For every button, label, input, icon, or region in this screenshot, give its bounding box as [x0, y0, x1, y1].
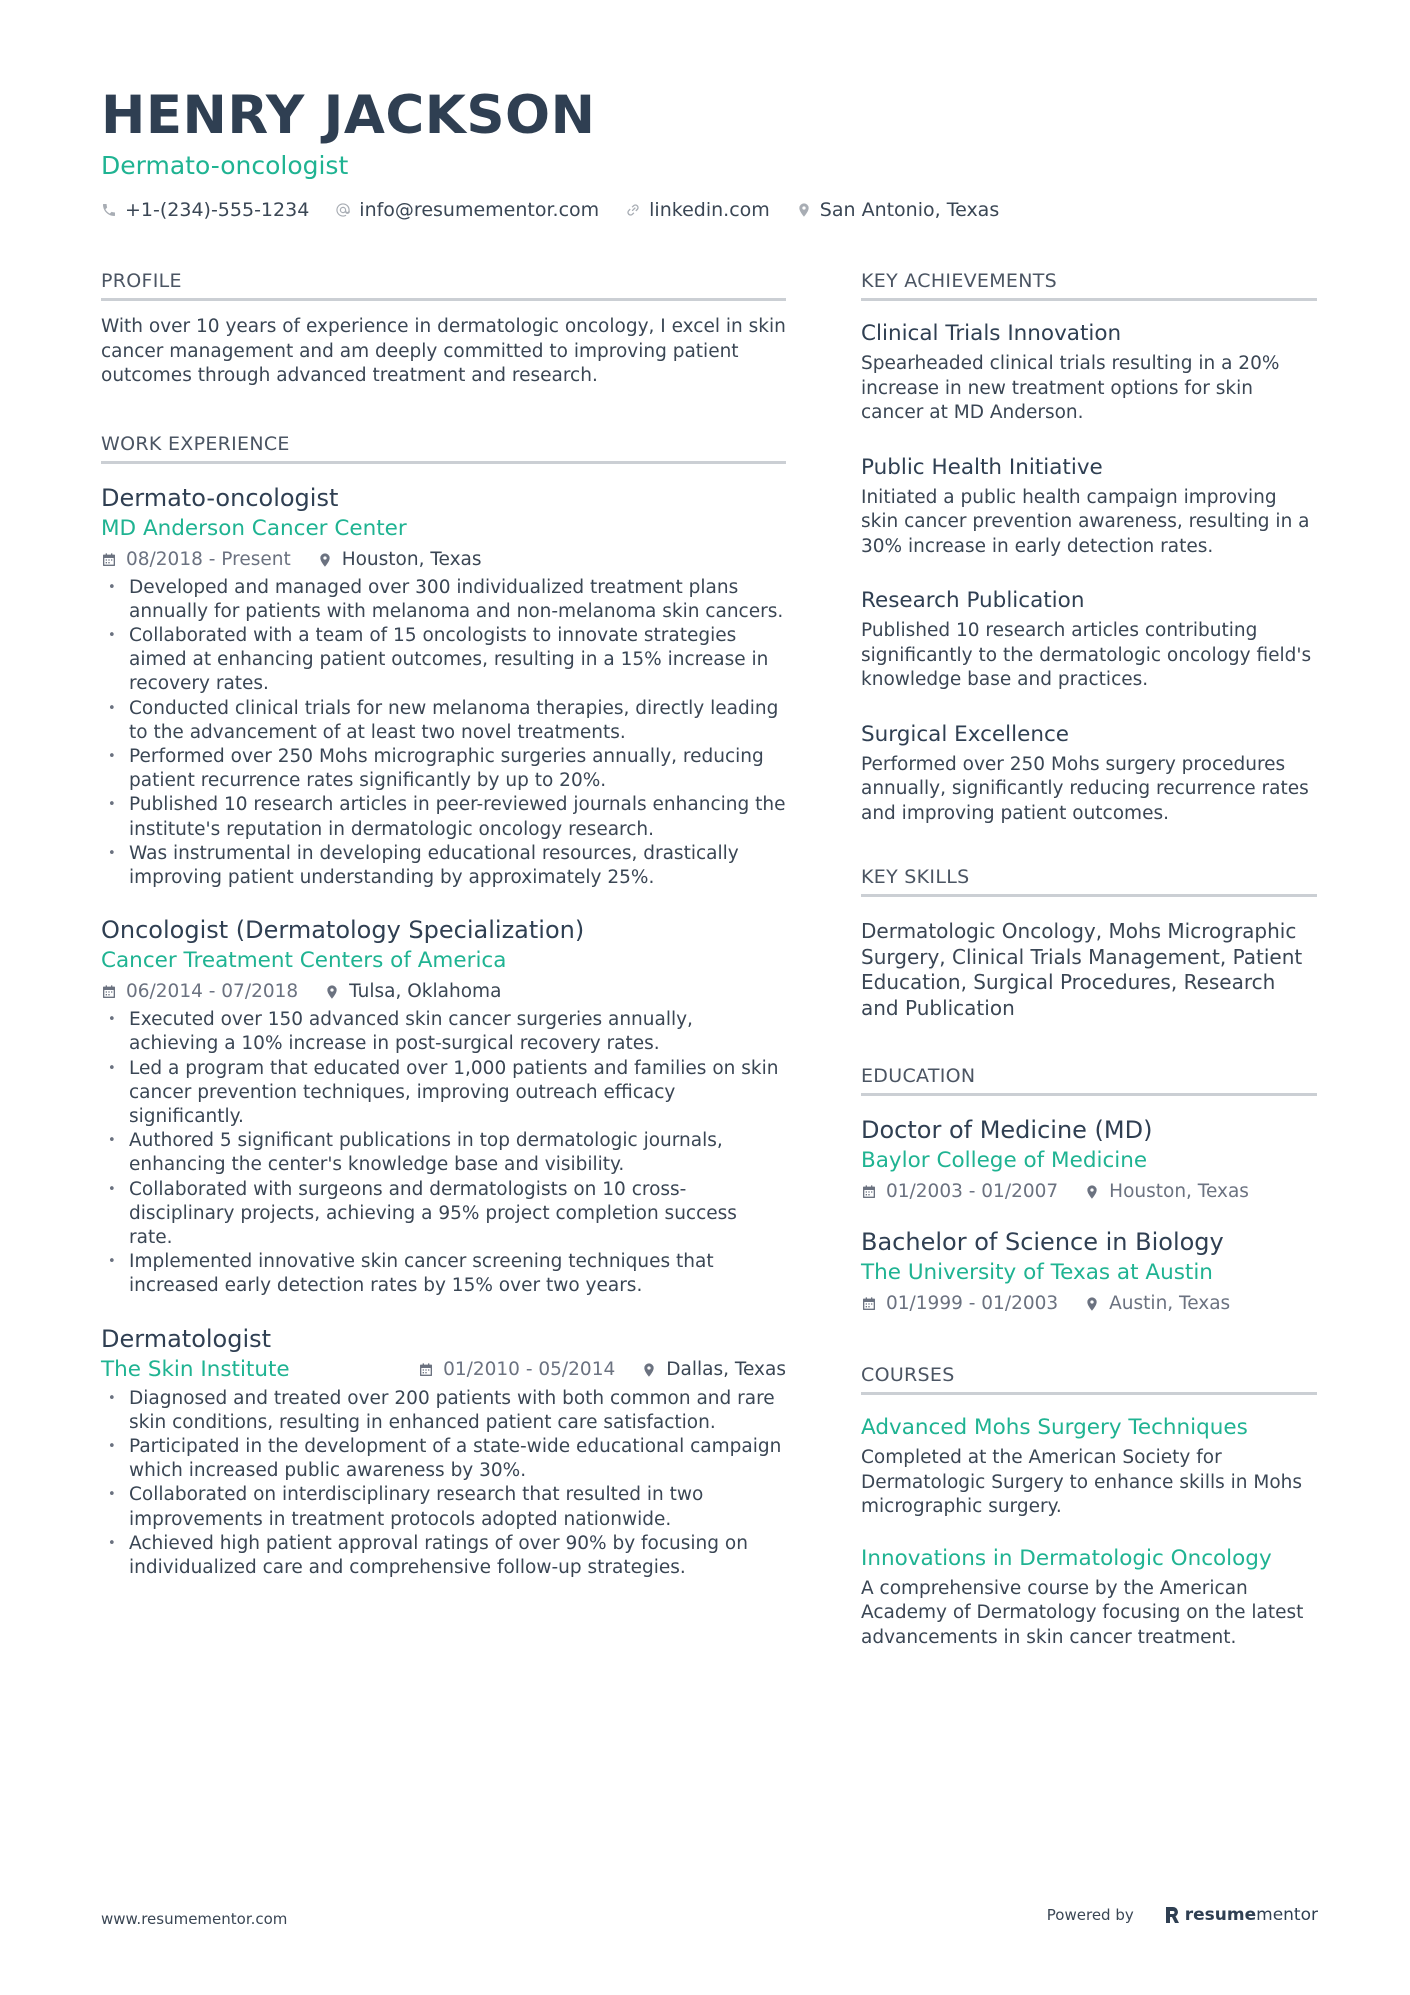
bullet-item: • Participated in the development of a state-wide educational campaign which increased public awareness by 30%.: [101, 1435, 786, 1483]
achievement-item: [861, 586, 1317, 693]
job-title: Oncologist (Dermatology Specialization): [101, 916, 585, 945]
job-entry: [101, 914, 786, 1298]
skills-text: Dermatologic Oncology, Mohs Micrographic Surgery, Clinical Trials Management, Patient Education, Surgical Procedures, Research and Publication: [861, 919, 1303, 1020]
profile-section: [101, 268, 786, 389]
section-title-achievements: KEY ACHIEVEMENTS: [861, 268, 1317, 301]
achievement-text: Initiated a public health campaign improving skin cancer prevention awareness, resulting in a 30% increase in early detection rates.: [861, 486, 1310, 557]
brand-name-bold: resume: [1184, 1905, 1257, 1925]
education-item: [861, 1226, 1317, 1318]
course-text: A comprehensive course by the American Academy of Dermatology focusing on the latest advancements in skin cancer treatment.: [861, 1577, 1304, 1648]
achievements-section: [861, 268, 1317, 826]
job-dates: [418, 1356, 615, 1384]
at-sign-icon: [335, 202, 351, 218]
education-dates: [861, 1290, 1058, 1318]
website-text: linkedin.com: [649, 199, 770, 221]
skills-section: [861, 864, 1317, 1021]
job-location-text: Tulsa, Oklahoma: [349, 981, 502, 1003]
calendar-icon: [418, 1362, 434, 1378]
achievement-text: Published 10 research articles contributing significantly to the dermatologic oncology field's knowledge base and practices.: [861, 620, 1312, 690]
powered-by-text: Powered by: [1046, 1906, 1134, 1924]
job-entry: [101, 1323, 786, 1581]
education-dates-text: 01/1999 - 01/2003: [886, 1293, 1059, 1314]
job-dates-text: 08/2018 - Present: [126, 548, 291, 570]
job-location-text: Houston, Texas: [341, 548, 482, 570]
right-column: [861, 268, 1317, 1674]
bullet-item: • Led a program that educated over 1,000 patients and families on skin cancer prevention techniques, improving outreach efficacy significantly.: [101, 1057, 786, 1130]
education-location-text: Houston, Texas: [1109, 1181, 1249, 1202]
contact-row: [101, 196, 1321, 224]
footer-branding: [1047, 1905, 1318, 1925]
job-dates-text: 06/2014 - 07/2018: [126, 981, 299, 1003]
achievement-item: [861, 720, 1317, 827]
bullet-item: • Published 10 research articles in peer-reviewed journals enhancing the institute's reputation in dermatologic oncology research.: [101, 793, 786, 841]
achievement-title: Surgical Excellence: [861, 721, 1069, 747]
education-dates-text: 01/2003 - 01/2007: [886, 1181, 1059, 1202]
job-meta: [101, 546, 786, 574]
location-text: San Antonio, Texas: [819, 199, 1000, 221]
map-pin-icon: [641, 1362, 657, 1378]
job-dates-text: 01/2010 - 05/2014: [443, 1358, 616, 1380]
section-title-courses: COURSES: [861, 1362, 1317, 1395]
bullet-item: • Developed and managed over 300 individualized treatment plans annually for patients with melanoma and non-melanoma skin cancers.: [101, 576, 786, 624]
achievement-text: Spearheaded clinical trials resulting in a 20% increase in new treatment options for skin cancer at MD Anderson.: [861, 353, 1280, 423]
job-company-row: [101, 1355, 786, 1385]
job-bullets: [101, 576, 786, 891]
left-column: [101, 268, 786, 1600]
education-degree: Bachelor of Science in Biology: [861, 1228, 1224, 1256]
job-location-text: Dallas, Texas: [666, 1358, 786, 1380]
education-section: [861, 1063, 1317, 1318]
course-text: Completed at the American Society for Dermatologic Surgery to enhance skills in Mohs micrographic surgery.: [861, 1447, 1303, 1517]
bullet-item: • Implemented innovative skin cancer screening techniques that increased early detection rates by 15% over two years.: [101, 1250, 786, 1298]
contact-phone: [101, 196, 309, 224]
contact-email[interactable]: [335, 196, 599, 224]
education-location-text: Austin, Texas: [1109, 1293, 1231, 1314]
achievement-item: [861, 453, 1317, 560]
job-location: [641, 1356, 786, 1384]
education-degree: Doctor of Medicine (MD): [861, 1116, 1153, 1144]
map-pin-icon: [317, 552, 333, 568]
email-text: info@resumementor.com: [359, 199, 600, 221]
bullet-item: • Achieved high patient approval ratings of over 90% by focusing on individualized care and comprehensive follow-up strategies.: [101, 1532, 786, 1580]
achievement-title: Clinical Trials Innovation: [861, 321, 1122, 346]
job-meta: [101, 978, 786, 1006]
calendar-icon: [861, 1184, 877, 1200]
calendar-icon: [101, 552, 117, 568]
brand-name-light: mentor: [1256, 1905, 1318, 1925]
map-pin-icon: [796, 202, 812, 218]
resume-header: [101, 84, 1321, 224]
job-entry: [101, 482, 786, 891]
bullet-item: • Conducted clinical trials for new melanoma therapies, directly leading to the advancement of at least two novel treatments.: [101, 697, 786, 745]
education-meta: [861, 1178, 1317, 1206]
course-title: Innovations in Dermatologic Oncology: [861, 1545, 1272, 1571]
course-title: Advanced Mohs Surgery Techniques: [861, 1415, 1248, 1440]
education-school: The University of Texas at Austin: [861, 1260, 1213, 1285]
job-company: MD Anderson Cancer Center: [101, 515, 407, 541]
section-title-skills: KEY SKILLS: [861, 864, 1317, 897]
job-bullets: [101, 1008, 786, 1298]
candidate-title: Dermato-oncologist: [101, 151, 349, 180]
job-dates: [101, 546, 291, 574]
link-icon: [625, 202, 641, 218]
footer-website[interactable]: www.resumementor.com: [101, 1910, 288, 1928]
candidate-name: HENRY JACKSON: [101, 85, 596, 146]
job-bullets: [101, 1387, 786, 1581]
achievement-item: [861, 319, 1317, 426]
bullet-item: • Executed over 150 advanced skin cancer surgeries annually, achieving a 10% increase in post-surgical recovery rates.: [101, 1008, 786, 1056]
course-item: [861, 1544, 1317, 1651]
contact-website[interactable]: [625, 196, 770, 224]
job-meta: [418, 1356, 786, 1384]
bullet-item: • Diagnosed and treated over 200 patients with both common and rare skin conditions, resulting in enhanced patient care satisfaction.: [101, 1387, 786, 1435]
phone-icon: [101, 202, 117, 218]
experience-section: [101, 431, 786, 1581]
bullet-item: • Collaborated with surgeons and dermatologists on 10 cross-disciplinary projects, achieving a 95% project completion success rate.: [101, 1178, 786, 1251]
profile-text: With over 10 years of experience in dermatologic oncology, I excel in skin cancer management and am deeply committed to improving patient outcomes through advanced treatment and research.: [101, 316, 786, 386]
brand-logo[interactable]: [1164, 1905, 1318, 1925]
resumementor-logo-icon: [1164, 1905, 1180, 1925]
section-title-profile: PROFILE: [101, 268, 786, 301]
bullet-item: • Performed over 250 Mohs micrographic surgeries annually, reducing patient recurrence rates significantly by up to 20%.: [101, 745, 786, 793]
phone-text: +1-(234)-555-1234: [125, 199, 310, 221]
education-dates: [861, 1178, 1058, 1206]
job-title: Dermatologist: [101, 1324, 272, 1353]
contact-location: [796, 196, 999, 224]
job-dates: [101, 978, 298, 1006]
calendar-icon: [101, 984, 117, 1000]
section-title-education: EDUCATION: [861, 1063, 1317, 1096]
achievement-text: Performed over 250 Mohs surgery procedures annually, significantly reducing recurrence rates and improving patient outcomes.: [861, 753, 1309, 824]
bullet-item: • Authored 5 significant publications in top dermatologic journals, enhancing the center's knowledge base and visibility.: [101, 1129, 786, 1177]
map-pin-icon: [324, 984, 340, 1000]
calendar-icon: [861, 1296, 877, 1312]
education-school: Baylor College of Medicine: [861, 1148, 1148, 1173]
education-location: [1084, 1290, 1230, 1318]
map-pin-icon: [1084, 1184, 1100, 1200]
achievement-title: Research Publication: [861, 588, 1085, 613]
education-item: [861, 1114, 1317, 1206]
course-item: [861, 1413, 1317, 1520]
courses-section: [861, 1362, 1317, 1650]
section-title-experience: WORK EXPERIENCE: [101, 431, 786, 464]
education-location: [1084, 1178, 1249, 1206]
map-pin-icon: [1084, 1296, 1100, 1312]
job-company: Cancer Treatment Centers of America: [101, 948, 507, 974]
education-meta: [861, 1290, 1317, 1318]
job-location: [317, 546, 482, 574]
achievement-title: Public Health Initiative: [861, 454, 1103, 480]
bullet-item: • Collaborated on interdisciplinary research that resulted in two improvements in treatment protocols adopted nationwide.: [101, 1483, 786, 1531]
job-company: The Skin Institute: [101, 1356, 290, 1382]
job-title: Dermato-oncologist: [101, 483, 339, 512]
bullet-item: • Was instrumental in developing educational resources, drastically improving patient understanding by approximately 25%.: [101, 842, 786, 890]
job-location: [324, 978, 501, 1006]
bullet-item: • Collaborated with a team of 15 oncologists to innovate strategies aimed at enhancing patient outcomes, resulting in a 15% increase in recovery rates.: [101, 624, 786, 697]
